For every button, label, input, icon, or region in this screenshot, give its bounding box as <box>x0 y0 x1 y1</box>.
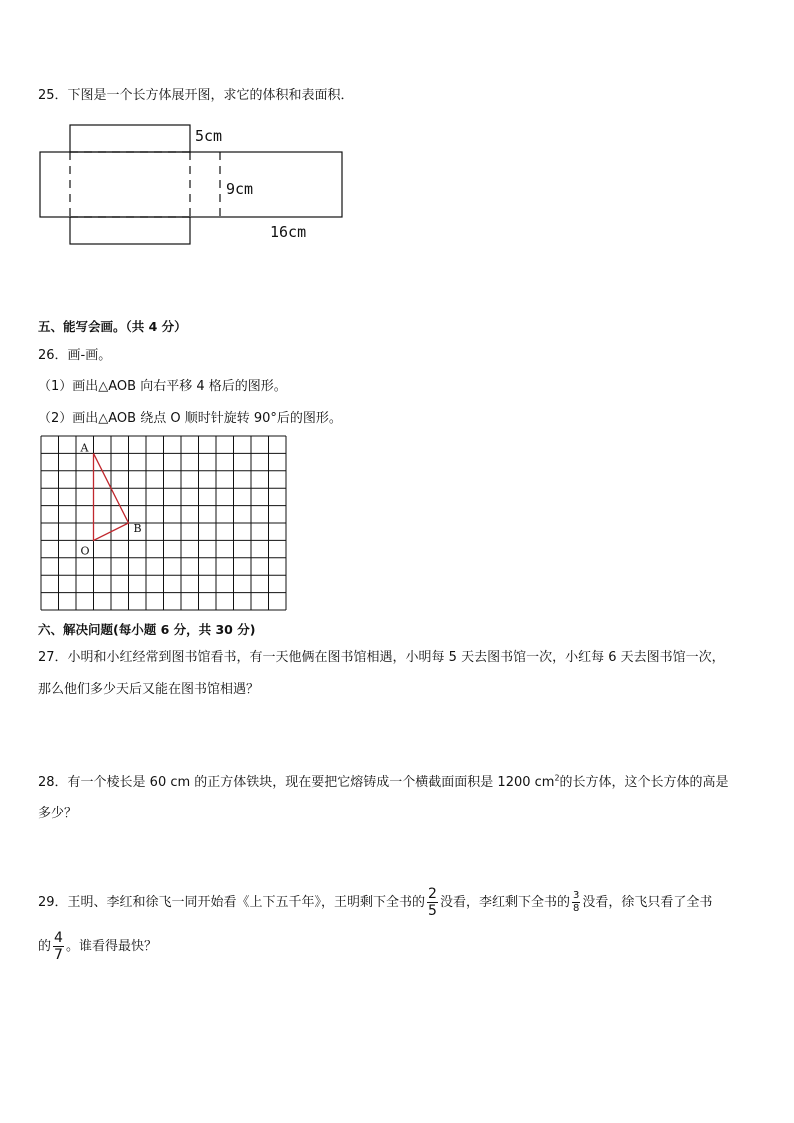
q26-part2: （2）画出△AOB 绕点 O 顺时针旋转 90°后的图形。 <box>38 411 342 426</box>
label-9cm: 9cm <box>226 180 254 198</box>
fraction-numerator: 4 <box>54 930 63 946</box>
fraction-denominator: 7 <box>54 947 63 963</box>
q28-part2: 的长方体，这个长方体的高是 <box>559 775 729 790</box>
q26-head: 26．画-画。 <box>38 348 112 363</box>
section5-title: 五、能写会画。（共 4 分） <box>38 319 187 334</box>
fraction-4-7 <box>53 931 64 962</box>
point-b-label: B <box>133 522 142 535</box>
q29-part3: 没看，徐飞只看了全书 <box>582 895 713 910</box>
q29-line1 <box>38 887 712 918</box>
q29-line2-a: 的 <box>38 939 52 954</box>
q29-line2-b: 。谁看得最快？ <box>65 939 157 954</box>
fraction-2-5 <box>427 887 438 918</box>
label-16cm: 16cm <box>270 223 307 241</box>
net-long-strip <box>40 152 342 217</box>
grid-lines <box>41 436 286 610</box>
fraction-denominator: 5 <box>428 903 437 919</box>
grid-figure <box>38 433 290 613</box>
q28-part1: 28．有一个棱长是 60 cm 的正方体铁块，现在要把它熔铸成一个横截面面积是 1200 cm <box>38 775 555 790</box>
point-o-label: O <box>80 544 90 558</box>
q27-line2: 那么他们多少天后又能在图书馆相遇？ <box>38 682 260 697</box>
net-bottom-flap <box>70 217 190 244</box>
section6-title: 六、解决问题(每小题 6 分，共 30 分) <box>38 622 256 637</box>
q26-part1: （1）画出△AOB 向右平移 4 格后的图形。 <box>38 379 287 394</box>
fraction-3-8 <box>572 891 580 914</box>
label-5cm: 5cm <box>195 127 223 145</box>
q29-part1: 29．王明、李红和徐飞一同开始看《上下五千年》，王明剩下全书的 <box>38 895 426 910</box>
fraction-numerator: 2 <box>428 886 437 902</box>
q29-part2: 没看，李红剩下全书的 <box>439 895 570 910</box>
fraction-numerator: 3 <box>572 890 580 901</box>
q25-text: 25．下图是一个长方体展开图，求它的体积和表面积． <box>38 88 354 103</box>
q28-sup: 2 <box>554 773 560 783</box>
q27-line1: 27．小明和小红经常到图书馆看书，有一天他俩在图书馆相遇，小明每 5 天去图书馆一次，小红每 6 天去图书馆一次， <box>38 650 725 665</box>
net-fold-lines <box>70 152 220 217</box>
q28-line2: 多少？ <box>38 806 78 821</box>
net-top-flap <box>70 125 190 152</box>
q29-line2 <box>38 931 157 962</box>
cuboid-net-diagram <box>30 115 360 255</box>
point-a-label: A <box>80 441 89 455</box>
q28-line1 <box>38 771 729 790</box>
fraction-denominator: 8 <box>572 903 580 914</box>
